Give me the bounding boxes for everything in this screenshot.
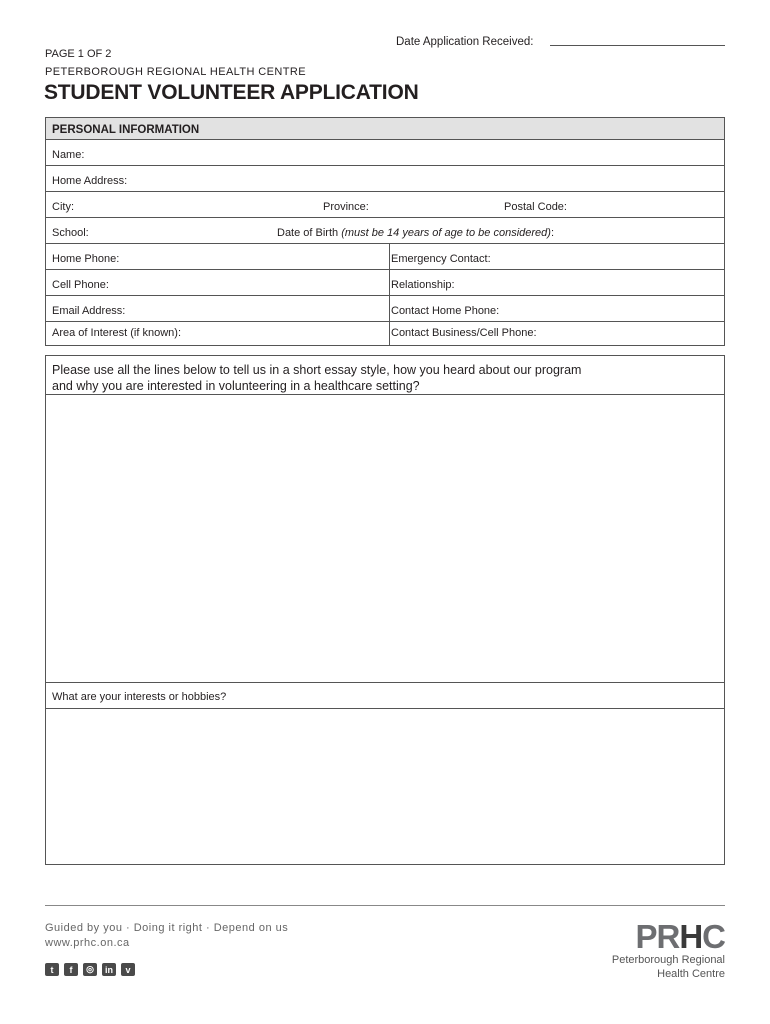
row-divider bbox=[46, 295, 724, 296]
date-received-field[interactable] bbox=[550, 45, 725, 46]
section-header bbox=[46, 118, 724, 140]
footer-divider bbox=[45, 905, 725, 906]
dob-age-note: (must be 14 years of age to be considered) bbox=[341, 227, 551, 239]
section-heading: PERSONAL INFORMATION bbox=[52, 124, 200, 136]
personal-information-section bbox=[45, 117, 725, 346]
organization-name: PETERBOROUGH REGIONAL HEALTH CENTRE bbox=[45, 66, 306, 78]
date-received-label: Date Application Received: bbox=[396, 36, 534, 48]
essay-section bbox=[45, 355, 725, 865]
footer-tagline: Guided by you · Doing it right · Depend on us bbox=[45, 922, 289, 934]
school-field[interactable]: School: bbox=[52, 227, 89, 239]
row-divider bbox=[46, 191, 724, 192]
dob-label: Date of Birth bbox=[277, 227, 342, 239]
postal-code-field[interactable]: Postal Code: bbox=[504, 201, 567, 213]
social-icons bbox=[45, 963, 135, 976]
home-phone-field[interactable]: Home Phone: bbox=[52, 253, 120, 265]
row-divider bbox=[46, 243, 724, 244]
logo-text-line: Peterborough Regional bbox=[611, 954, 725, 966]
logo-mark: PRHC bbox=[635, 918, 725, 955]
emergency-contact-field[interactable]: Emergency Contact: bbox=[391, 253, 491, 265]
page-title: STUDENT VOLUNTEER APPLICATION bbox=[44, 81, 419, 104]
facebook-icon[interactable]: f bbox=[64, 963, 78, 976]
contact-home-phone-field[interactable]: Contact Home Phone: bbox=[391, 305, 500, 317]
row-divider bbox=[46, 165, 724, 166]
essay-prompt-line: Please use all the lines below to tell us in a short essay style, how you heard about our program bbox=[52, 363, 582, 377]
essay-answer-area[interactable] bbox=[46, 395, 724, 682]
footer-website-link[interactable]: www.prhc.on.ca bbox=[45, 937, 130, 949]
date-of-birth-field[interactable] bbox=[277, 227, 554, 239]
essay-prompt bbox=[52, 362, 581, 394]
name-field[interactable]: Name: bbox=[52, 149, 85, 161]
column-divider bbox=[389, 243, 390, 346]
area-of-interest-field[interactable]: Area of Interest (if known): bbox=[52, 327, 181, 339]
prhc-logo bbox=[590, 918, 725, 988]
logo-text-line: Health Centre bbox=[657, 968, 725, 980]
vimeo-icon[interactable]: v bbox=[121, 963, 135, 976]
essay-prompt-line: and why you are interested in volunteering in a healthcare setting? bbox=[52, 379, 420, 393]
row-divider bbox=[46, 269, 724, 270]
cell-phone-field[interactable]: Cell Phone: bbox=[52, 279, 109, 291]
instagram-icon[interactable]: ◎ bbox=[83, 963, 97, 976]
section-divider bbox=[46, 682, 724, 683]
linkedin-icon[interactable]: in bbox=[102, 963, 116, 976]
twitter-icon[interactable]: t bbox=[45, 963, 59, 976]
city-field[interactable]: City: bbox=[52, 201, 74, 213]
row-divider bbox=[46, 321, 724, 322]
dob-colon: : bbox=[550, 227, 554, 239]
relationship-field[interactable]: Relationship: bbox=[391, 279, 455, 291]
hobbies-answer-area[interactable] bbox=[46, 709, 724, 864]
home-address-field[interactable]: Home Address: bbox=[52, 175, 128, 187]
province-field[interactable]: Province: bbox=[323, 201, 369, 213]
contact-business-cell-phone-field[interactable]: Contact Business/Cell Phone: bbox=[391, 327, 537, 339]
hobbies-question: What are your interests or hobbies? bbox=[52, 691, 227, 703]
row-divider bbox=[46, 217, 724, 218]
email-address-field[interactable]: Email Address: bbox=[52, 305, 126, 317]
page-number: PAGE 1 OF 2 bbox=[45, 48, 112, 60]
